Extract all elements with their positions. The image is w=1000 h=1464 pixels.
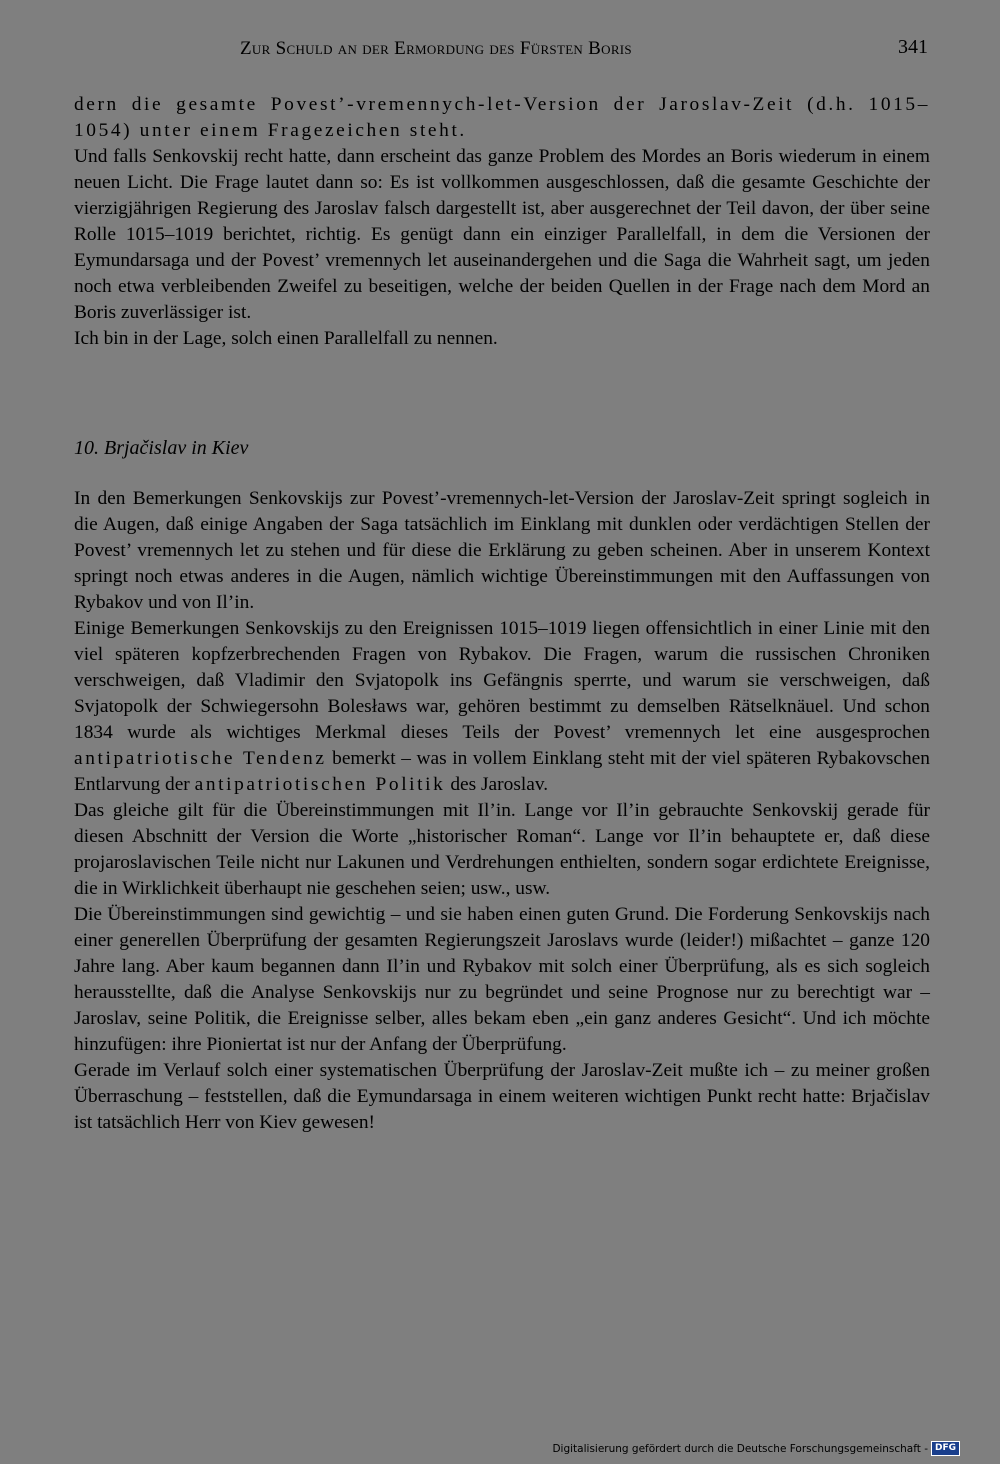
text-run: bemerkt – was in vollem Einklang steht mit der viel späteren Rybakovschen Entlarvung der <box>74 748 930 795</box>
text-run: Einige Bemerkungen Senkovskijs zu den Ereignissen 1015–1019 liegen offensichtlich in einer Linie mit den viel späteren kopfzerbrechenden Fragen von Rybakov. Die Fragen, warum die russischen Chroniken verschweigen, daß Vladimir den Svjatopolk ins Gefängnis sperrte, und warum sie verschweigen, daß Svjatopolk der Schwiegersohn Bolesławs war, gehören bestimmt zu demselben Rätselknäuel. Und schon 1834 wurde als wichtiges Merkmal dieses Teils der Povest’ vremennych let eine ausgesprochen <box>74 618 930 743</box>
emphasis-spaced: antipatriotische Tendenz <box>74 748 327 769</box>
intro-text <box>74 92 930 352</box>
paragraph: Ich bin in der Lage, solch einen Parallelfall zu nennen. <box>74 328 498 349</box>
paragraph <box>74 616 930 798</box>
paragraph: Und falls Senkovskij recht hatte, dann erscheint das ganze Problem des Mordes an Boris wiederum in einem neuen Licht. Die Frage lautet dann so: Es ist vollkommen ausgeschlossen, daß die gesamte Geschichte der vierzigjährigen Regierung des Jaroslav falsch dargestellt ist, aber ausgerechnet der Teil davon, der über seine Rolle 1015–1019 berichtet, richtig. Es genügt dann ein einziger Parallelfall, in dem die Versionen der Eymundarsaga und der Povest’ vremennych let auseinandergehen und die Saga die Wahrheit sagt, um jeden noch etwa verbleibenden Zweifel zu beseitigen, welche der beiden Quellen in der Frage nach dem Mord an Boris zuverlässiger ist. <box>74 146 930 323</box>
paragraph: In den Bemerkungen Senkovskijs zur Povest’-vremennych-let-Version der Jaroslav-Zeit springt sogleich in die Augen, daß einige Angaben der Saga tatsächlich im Einklang mit dunklen oder verdächtigen Stellen der Povest’ vremennych let zu stehen und für diese die Erklärung zu geben scheinen. Aber in unserem Kontext springt noch etwas anderes in die Augen, nämlich wichtige Übereinstimmungen mit den Auffassungen von Rybakov und von Il’in. <box>74 488 930 613</box>
paragraph-continued: dern die gesamte Povest’-vremennych-let-Version der Jaroslav-Zeit (d.h. 1015–1054) unter einem Fragezeichen steht. <box>74 94 930 141</box>
section-heading: 10. Brjačislav in Kiev <box>74 437 249 459</box>
section-text <box>74 486 930 1136</box>
paragraph: Die Übereinstimmungen sind gewichtig – und sie haben einen guten Grund. Die Forderung Senkovskijs nach einer generellen Überprüfung der gesamten Regierungszeit Jaroslavs wurde (leider!) mißachtet – ganze 120 Jahre lang. Aber kaum begannen dann Il’in und Rybakov mit solch einer Überprüfung, als es sich sogleich herausstellte, daß die Analyse Senkovskijs nur zu begründet und seine Prognose nur zu berechtigt war – Jaroslav, seine Politik, die Ereignisse selber, alles bekam eben „ein ganz anderes Gesicht“. Und ich möchte hinzufügen: ihre Pioniertat ist nur der Anfang der Überprüfung. <box>74 904 930 1055</box>
text-run: des Jaroslav. <box>450 774 549 795</box>
paragraph: Gerade im Verlauf solch einer systematischen Überprüfung der Jaroslav-Zeit mußte ich – zu meiner großen Überraschung – feststellen, daß die Eymundarsaga in einem weiteren wichtigen Punkt recht hatte: Brjačislav ist tatsächlich Herr von Kiev gewesen! <box>74 1060 930 1133</box>
dfg-logo: DFG <box>931 1441 960 1456</box>
digitization-credit <box>552 1441 960 1456</box>
paragraph: Das gleiche gilt für die Übereinstimmungen mit Il’in. Lange vor Il’in gebrauchte Senkovskij gerade für diesen Abschnitt der Version die Worte „historischer Roman“. Lange vor Il’in behauptete er, daß diese projaroslavischen Teile nicht nur Lakunen und Verdrehungen enthielten, sondern sogar erdichtete Ereignisse, die in Wirklichkeit überhaupt nie geschehen seien; usw., usw. <box>74 800 930 899</box>
page-number: 341 <box>898 36 928 58</box>
emphasis-spaced: antipatriotischen Politik <box>194 774 446 795</box>
running-head: Zur Schuld an der Ermordung des Fürsten Boris <box>240 38 632 59</box>
credit-text: Digitalisierung gefördert durch die Deutsche Forschungsgemeinschaft - <box>552 1442 928 1455</box>
